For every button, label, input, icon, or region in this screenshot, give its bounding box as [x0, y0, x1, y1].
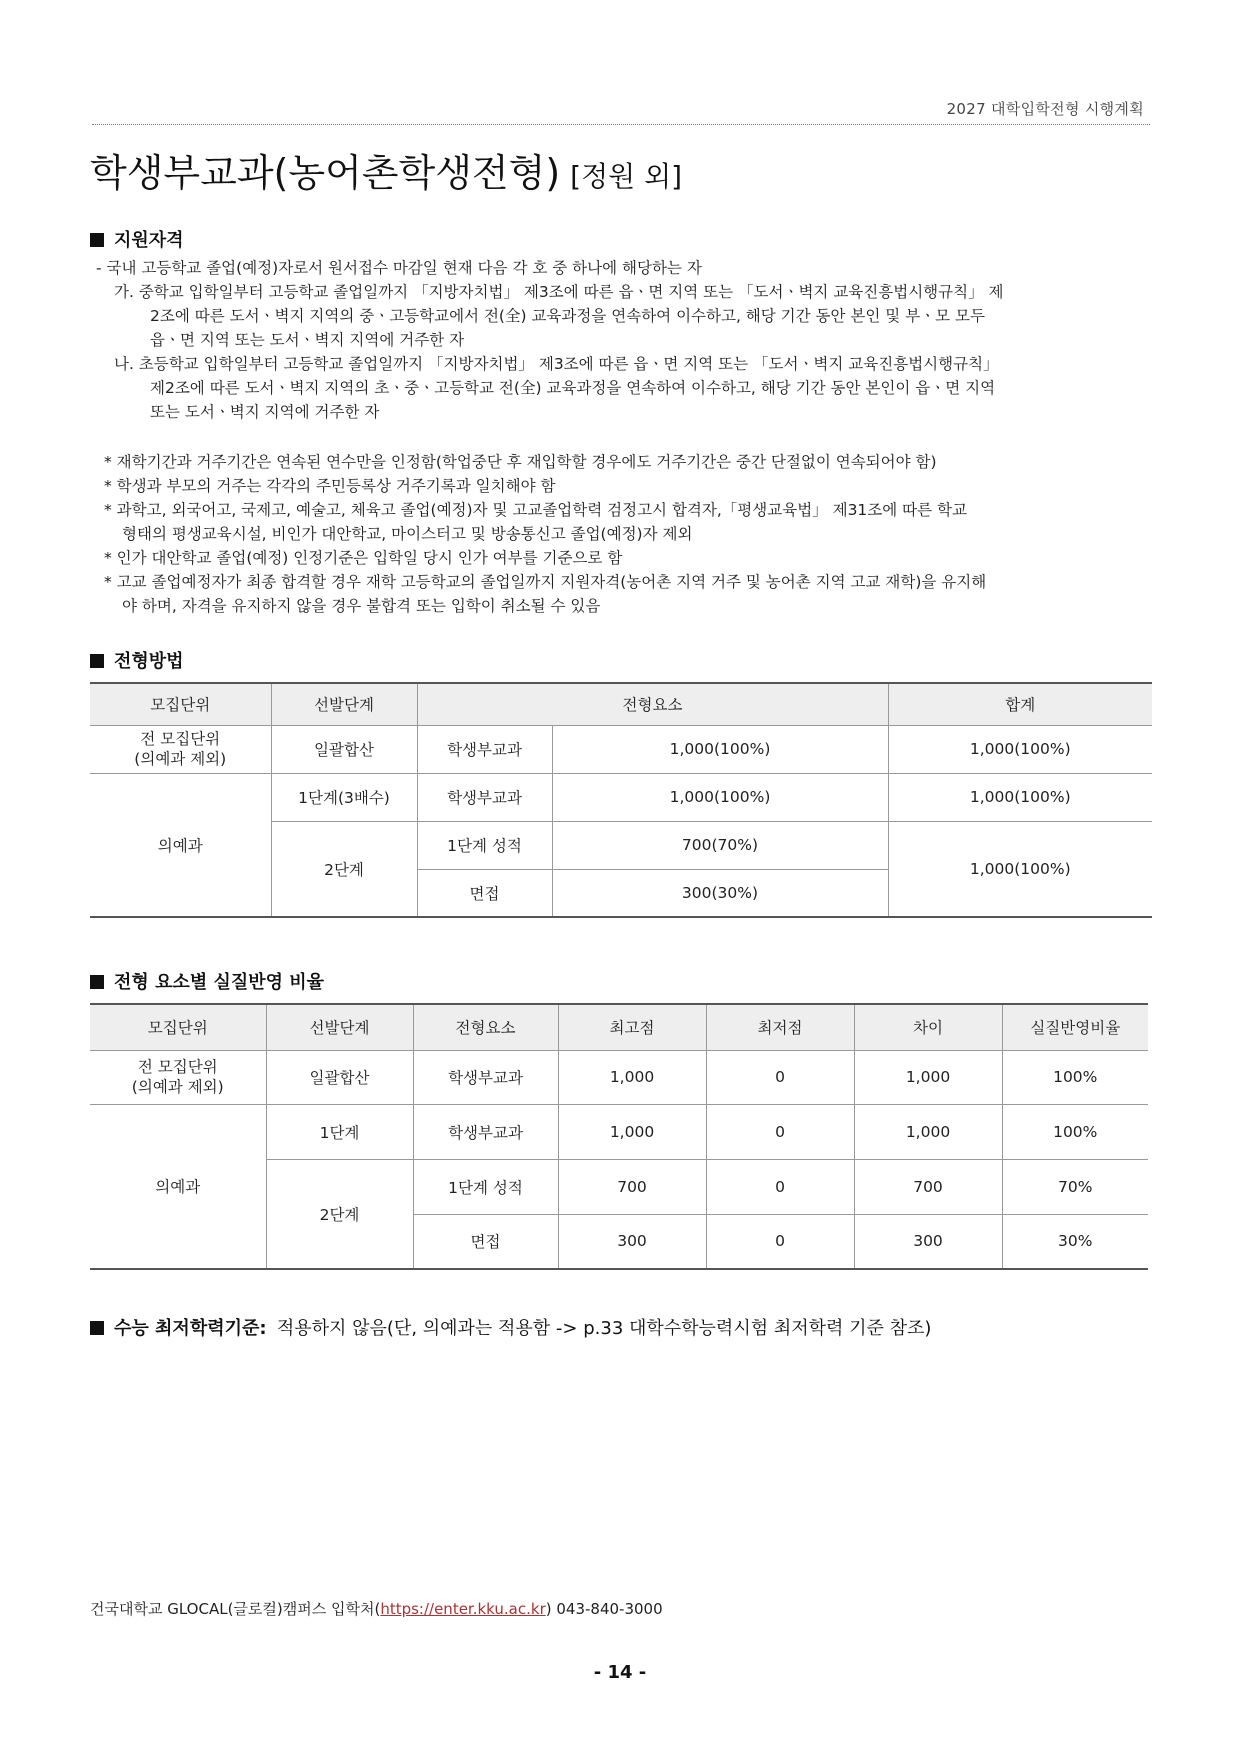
score-cell: 300(30%) [552, 869, 888, 917]
eligibility-line: - 국내 고등학교 졸업(예정)자로서 원서접수 마감일 현재 다음 각 호 중 하나에 해당하는 자 [96, 259, 702, 277]
ratio-cell: 100% [1002, 1104, 1148, 1159]
ratio-header-ratio: 실질반영비율 [1002, 1004, 1148, 1050]
page-title-sub: [정원 외] [570, 160, 683, 193]
eligibility-line: 나. 초등학교 입학일부터 고등학교 졸업일까지 「지방자치법」 제3조에 따른 읍ㆍ면 지역 또는 「도서ㆍ벽지 교육진흥법시행규칙」 [114, 355, 999, 373]
diff-cell: 700 [854, 1159, 1002, 1214]
method-table [90, 682, 1152, 918]
element-cell: 학생부교과 [413, 1104, 558, 1159]
ratio-cell: 100% [1002, 1050, 1148, 1104]
note-line: * 학생과 부모의 거주는 각각의 주민등록상 거주기록과 일치해야 함 [104, 477, 556, 495]
method-heading: 전형방법 [90, 647, 184, 673]
max-cell: 1,000 [558, 1050, 706, 1104]
ratio-cell: 30% [1002, 1214, 1148, 1269]
method-header-stage: 선발단계 [271, 683, 417, 725]
table-row [90, 1104, 1148, 1159]
note-line: * 재학기간과 거주기간은 연속된 연수만을 인정함(학업중단 후 재입학할 경우에도 거주기간은 중간 단절없이 연속되어야 함) [104, 453, 937, 471]
max-cell: 300 [558, 1214, 706, 1269]
unit-cell: 전 모집단위 (의예과 제외) [90, 1050, 266, 1104]
unit-cell: 의예과 [90, 773, 271, 917]
min-cell: 0 [706, 1214, 854, 1269]
csat-label: 수능 최저학력기준: [114, 1318, 267, 1339]
page-title [90, 142, 682, 197]
stage-cell: 일괄합산 [271, 725, 417, 773]
ratio-heading: 전형 요소별 실질반영 비율 [90, 968, 324, 994]
ratio-header-diff: 차이 [854, 1004, 1002, 1050]
element-cell: 학생부교과 [417, 725, 552, 773]
element-cell: 1단계 성적 [417, 821, 552, 869]
eligibility-line: 제2조에 따른 도서ㆍ벽지 지역의 초ㆍ중ㆍ고등학교 전(全) 교육과정을 연속하여 이수하고, 해당 기간 동안 본인이 읍ㆍ면 지역 [150, 379, 996, 397]
ratio-header-unit: 모집단위 [90, 1004, 266, 1050]
eligibility-text [96, 256, 1156, 424]
ratio-cell: 70% [1002, 1159, 1148, 1214]
diff-cell: 1,000 [854, 1050, 1002, 1104]
total-cell: 1,000(100%) [888, 725, 1152, 773]
stage-cell: 일괄합산 [266, 1050, 413, 1104]
eligibility-heading: 지원자격 [90, 226, 184, 252]
page-number: - 14 - [593, 1662, 647, 1683]
method-header-total: 합계 [888, 683, 1152, 725]
method-header-element: 전형요소 [417, 683, 888, 725]
ratio-table [90, 1003, 1148, 1270]
min-cell: 0 [706, 1050, 854, 1104]
max-cell: 1,000 [558, 1104, 706, 1159]
ratio-header-stage: 선발단계 [266, 1004, 413, 1050]
footer-contact: 건국대학교 GLOCAL(글로컬)캠퍼스 입학처(https://enter.kku.ac.kr) 043-840-3000 [90, 1600, 663, 1618]
eligibility-line: 또는 도서ㆍ벽지 지역에 거주한 자 [150, 403, 380, 421]
diff-cell: 300 [854, 1214, 1002, 1269]
eligibility-line: 읍ㆍ면 지역 또는 도서ㆍ벽지 지역에 거주한 자 [150, 331, 465, 349]
max-cell: 700 [558, 1159, 706, 1214]
element-cell: 면접 [417, 869, 552, 917]
total-cell: 1,000(100%) [888, 773, 1152, 821]
score-cell: 1,000(100%) [552, 725, 888, 773]
square-bullet-icon [90, 233, 104, 247]
total-cell: 1,000(100%) [888, 821, 1152, 917]
note-line: 야 하며, 자격을 유지하지 않을 경우 불합격 또는 입학이 취소될 수 있음 [122, 597, 601, 615]
ratio-header-min: 최저점 [706, 1004, 854, 1050]
score-cell: 1,000(100%) [552, 773, 888, 821]
note-line: 형태의 평생교육시설, 비인가 대안학교, 마이스터고 및 방송통신고 졸업(예정)자 제외 [122, 525, 693, 543]
header-divider [92, 124, 1150, 125]
stage-cell: 2단계 [266, 1159, 413, 1269]
page-title-main: 학생부교과(농어촌학생전형) [90, 151, 561, 195]
square-bullet-icon [90, 975, 104, 989]
square-bullet-icon [90, 654, 104, 668]
eligibility-line: 가. 중학교 입학일부터 고등학교 졸업일까지 「지방자치법」 제3조에 따른 읍ㆍ면 지역 또는 「도서ㆍ벽지 교육진흥법시행규칙」 제 [114, 283, 1004, 301]
table-row [90, 773, 1152, 821]
table-row [90, 725, 1152, 773]
admissions-link[interactable]: https://enter.kku.ac.kr [380, 1600, 546, 1618]
element-cell: 1단계 성적 [413, 1159, 558, 1214]
eligibility-line: 2조에 따른 도서ㆍ벽지 지역의 중ㆍ고등학교에서 전(全) 교육과정을 연속하여 이수하고, 해당 기간 동안 본인 및 부ㆍ모 모두 [150, 307, 985, 325]
square-bullet-icon [90, 1321, 104, 1335]
element-cell: 면접 [413, 1214, 558, 1269]
note-line: * 과학고, 외국어고, 국제고, 예술고, 체육고 졸업(예정)자 및 고교졸업학력 검정고시 합격자,「평생교육법」 제31조에 따른 학교 [104, 501, 967, 519]
unit-cell: 의예과 [90, 1104, 266, 1269]
stage-cell: 1단계 [266, 1104, 413, 1159]
element-cell: 학생부교과 [413, 1050, 558, 1104]
table-row [90, 1050, 1148, 1104]
stage-cell: 2단계 [271, 821, 417, 917]
min-cell: 0 [706, 1104, 854, 1159]
ratio-header-element: 전형요소 [413, 1004, 558, 1050]
note-line: * 인가 대안학교 졸업(예정) 인정기준은 입학일 당시 인가 여부를 기준으로 함 [104, 549, 623, 567]
running-header: 2027 대학입학전형 시행계획 [946, 100, 1144, 118]
method-header-unit: 모집단위 [90, 683, 271, 725]
csat-text: 적용하지 않음(단, 의예과는 적용함 -> p.33 대학수학능력시험 최저학력 기준 참조) [276, 1318, 932, 1339]
eligibility-notes [96, 450, 1156, 618]
csat-requirement [90, 1314, 931, 1340]
element-cell: 학생부교과 [417, 773, 552, 821]
min-cell: 0 [706, 1159, 854, 1214]
unit-cell: 전 모집단위 (의예과 제외) [90, 725, 271, 773]
diff-cell: 1,000 [854, 1104, 1002, 1159]
score-cell: 700(70%) [552, 821, 888, 869]
ratio-header-max: 최고점 [558, 1004, 706, 1050]
note-line: * 고교 졸업예정자가 최종 합격할 경우 재학 고등학교의 졸업일까지 지원자격(농어촌 지역 거주 및 농어촌 지역 고교 재학)을 유지해 [104, 573, 987, 591]
stage-cell: 1단계(3배수) [271, 773, 417, 821]
